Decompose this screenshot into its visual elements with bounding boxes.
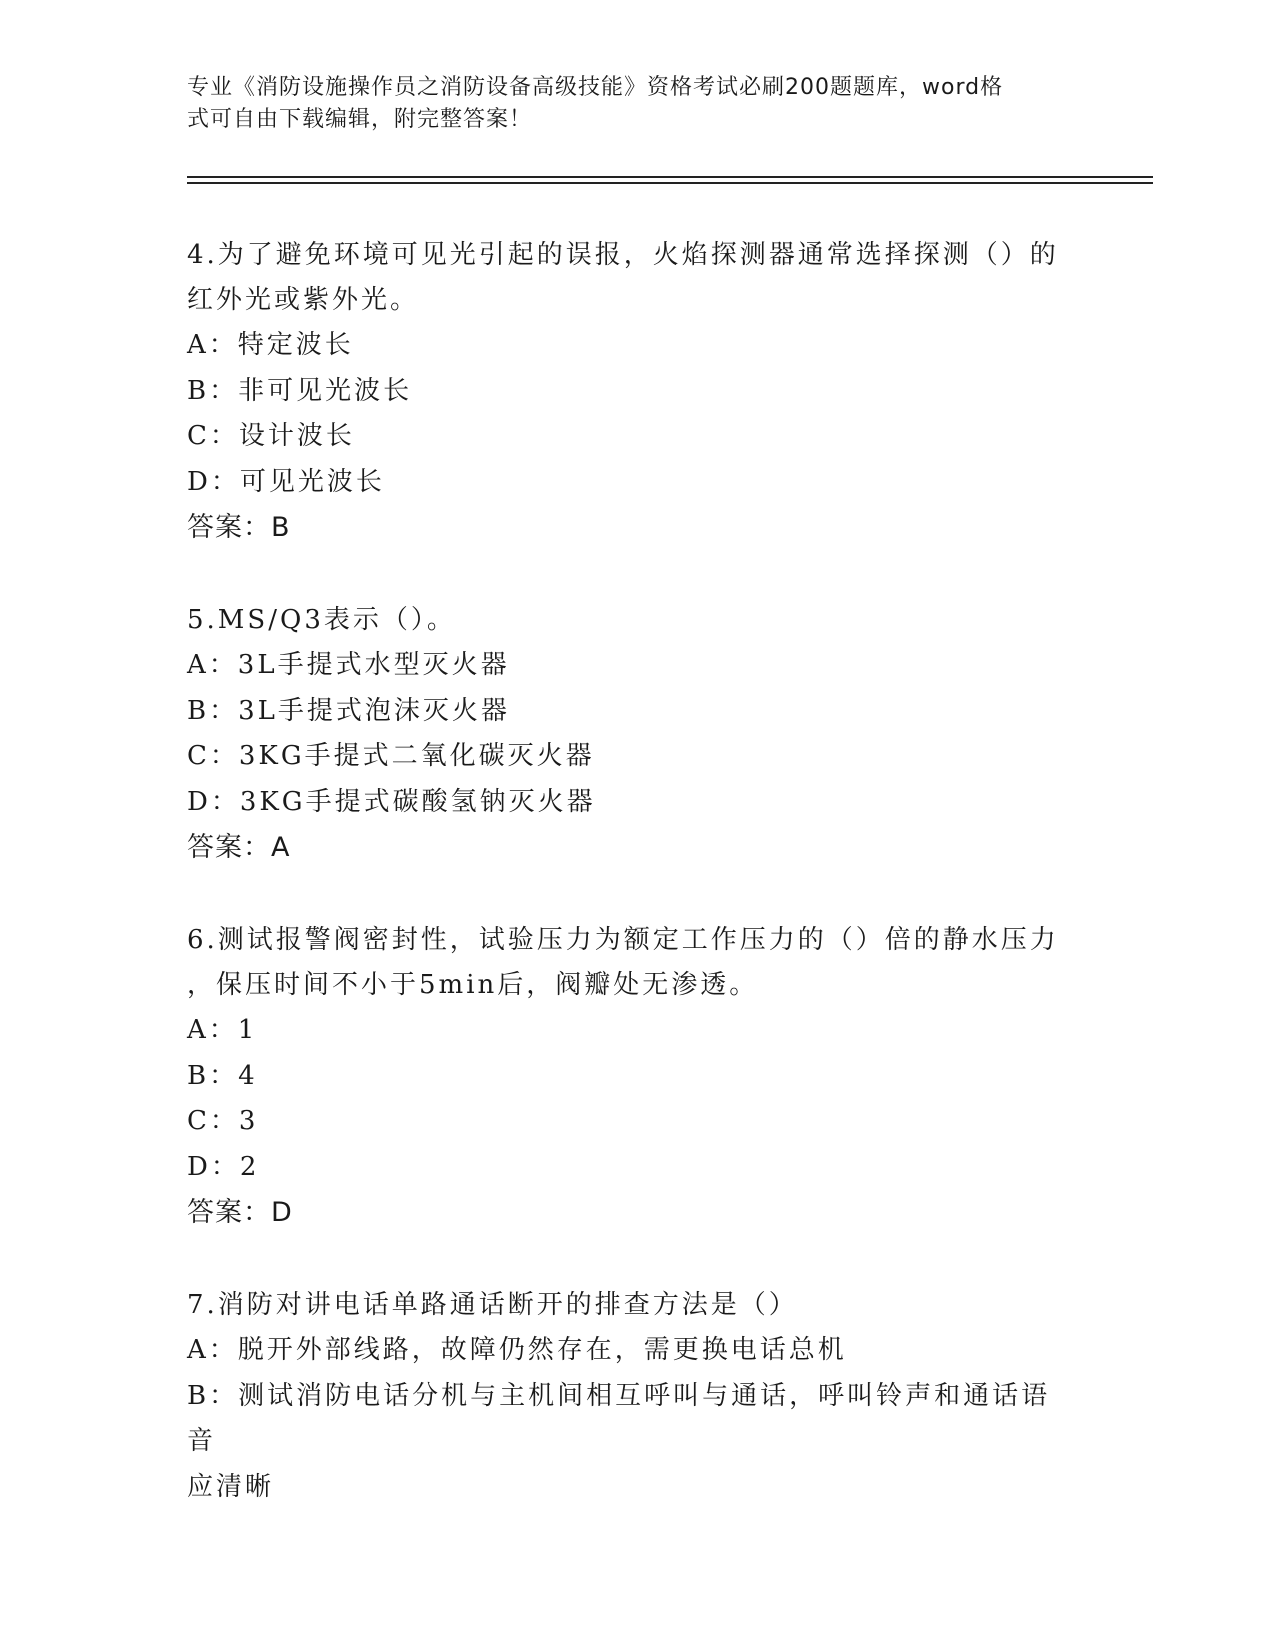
option-c: C：设计波长 xyxy=(187,421,355,451)
stem-line: 6.测试报警阀密封性，试验压力为额定工作压力的（）倍的静水压力 xyxy=(187,925,1059,955)
question-stem xyxy=(187,918,1067,1008)
option-c: C：3 xyxy=(187,1106,259,1136)
question-6 xyxy=(187,918,1067,1235)
answer-line: 答案：A xyxy=(187,832,291,863)
stem-line: ，保压时间不小于5min后，阀瓣处无渗透。 xyxy=(187,970,759,1000)
header-divider-top xyxy=(187,176,1153,178)
option-a: A：3L手提式水型灭火器 xyxy=(187,650,510,680)
question-4 xyxy=(187,233,1067,550)
document-intro xyxy=(187,72,1067,136)
stem-line: 5.MS/Q3表示（）。 xyxy=(187,605,456,635)
option-b: B：测试消防电话分机与主机间相互呼叫与通话，呼叫铃声和通话语音 xyxy=(187,1380,1051,1456)
option-b: B：4 xyxy=(187,1060,258,1091)
answer-line: 答案：B xyxy=(187,512,291,543)
question-stem xyxy=(187,1283,1067,1328)
stem-line: 红外光或紫外光。 xyxy=(187,285,420,315)
option-b: B：3L手提式泡沫灭火器 xyxy=(187,695,510,726)
question-stem xyxy=(187,598,1067,643)
option-a: A：脱开外部线路，故障仍然存在，需更换电话总机 xyxy=(187,1335,847,1365)
option-b: B：非可见光波长 xyxy=(187,375,413,406)
question-stem xyxy=(187,233,1067,323)
question-7 xyxy=(187,1283,1067,1510)
intro-line-1: 专业《消防设施操作员之消防设备高级技能》资格考试必刷200题题库，word格 xyxy=(187,75,1004,100)
intro-line-2: 式可自由下载编辑，附完整答案！ xyxy=(187,107,533,132)
stem-line: 4.为了避免环境可见光引起的误报，火焰探测器通常选择探测（）的 xyxy=(187,240,1059,270)
option-d: D：可见光波长 xyxy=(187,466,385,497)
question-5 xyxy=(187,598,1067,870)
option-d: D：3KG手提式碳酸氢钠灭火器 xyxy=(187,786,596,817)
question-list xyxy=(187,233,1067,1558)
option-d: D：2 xyxy=(187,1151,260,1182)
option-a: A：1 xyxy=(187,1015,258,1045)
stem-line: 7.消防对讲电话单路通话断开的排查方法是（） xyxy=(187,1290,798,1320)
header-divider-bottom xyxy=(187,182,1153,184)
answer-line: 答案：D xyxy=(187,1197,293,1228)
option-a: A：特定波长 xyxy=(187,330,354,360)
option-c: C：3KG手提式二氧化碳灭火器 xyxy=(187,741,595,771)
option-b-continued: 应清晰 xyxy=(187,1471,275,1502)
